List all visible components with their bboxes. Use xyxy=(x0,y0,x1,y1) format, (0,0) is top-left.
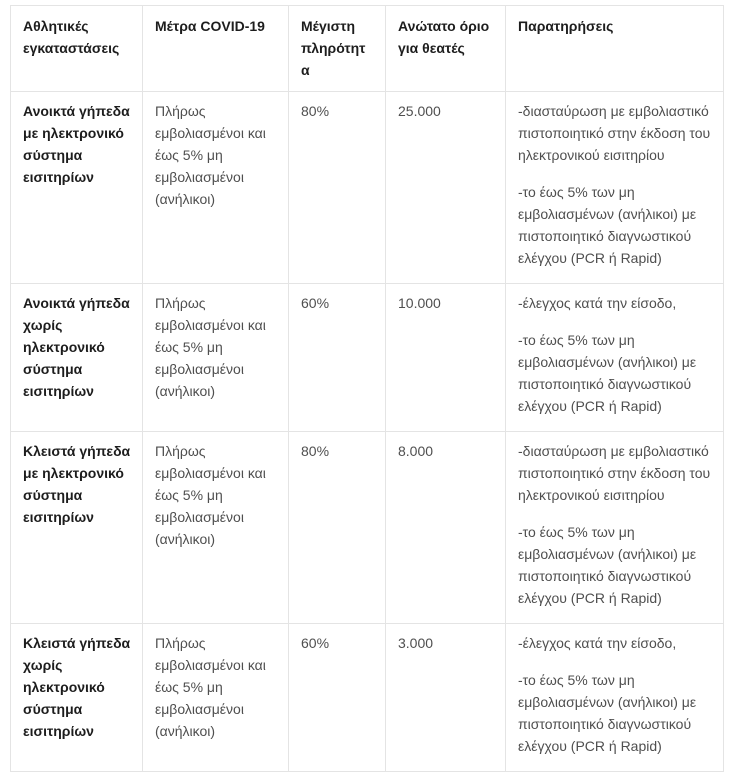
header-cell-facilities: Αθλητικές εγκαταστάσεις xyxy=(11,6,143,92)
measures-cell: Πλήρως εμβολιασμένοι και έως 5% μη εμβολιασμένοι (ανήλικοι) xyxy=(143,624,289,772)
occupancy-cell: 60% xyxy=(289,624,386,772)
header-cell-measures: Μέτρα COVID-19 xyxy=(143,6,289,92)
note-paragraph: -διασταύρωση με εμβολιαστικό πιστοποιητικό στην έκδοση του ηλεκτρονικού εισιτηρίου xyxy=(518,443,711,503)
notes-cell xyxy=(506,92,724,284)
note-paragraph: -έλεγχος κατά την είσοδο, xyxy=(518,295,677,311)
measures-cell: Πλήρως εμβολιασμένοι και έως 5% μη εμβολιασμένοι (ανήλικοι) xyxy=(143,92,289,284)
facility-cell: Κλειστά γήπεδα χωρίς ηλεκτρονικό σύστημα εισιτηρίων xyxy=(11,624,143,772)
notes-cell xyxy=(506,624,724,772)
notes-cell xyxy=(506,432,724,624)
facility-cell: Ανοικτά γήπεδα χωρίς ηλεκτρονικό σύστημα εισιτηρίων xyxy=(11,284,143,432)
occupancy-cell: 80% xyxy=(289,92,386,284)
notes-cell xyxy=(506,284,724,432)
header-cell-occupancy: Μέγιστη πληρότητα xyxy=(289,6,386,92)
note-paragraph: -το έως 5% των μη εμβολιασμένων (ανήλικοι) με πιστοποιητικό διαγνωστικού ελέγχου (PCR ή Rapid) xyxy=(518,332,697,414)
cap-cell: 3.000 xyxy=(386,624,506,772)
header-cell-cap: Ανώτατο όριο για θεατές xyxy=(386,6,506,92)
header-row xyxy=(11,6,724,92)
table-row xyxy=(11,284,724,432)
measures-cell: Πλήρως εμβολιασμένοι και έως 5% μη εμβολιασμένοι (ανήλικοι) xyxy=(143,284,289,432)
table-row xyxy=(11,92,724,284)
note-paragraph: -το έως 5% των μη εμβολιασμένων (ανήλικοι) με πιστοποιητικό διαγνωστικού ελέγχου (PCR ή Rapid) xyxy=(518,184,697,266)
note-paragraph: -έλεγχος κατά την είσοδο, xyxy=(518,635,677,651)
note-paragraph: -διασταύρωση με εμβολιαστικό πιστοποιητικό στην έκδοση του ηλεκτρονικού εισιτηρίου xyxy=(518,103,711,163)
facility-cell: Κλειστά γήπεδα με ηλεκτρονικό σύστημα εισιτηρίων xyxy=(11,432,143,624)
note-paragraph: -το έως 5% των μη εμβολιασμένων (ανήλικοι) με πιστοποιητικό διαγνωστικού ελέγχου (PCR ή Rapid) xyxy=(518,524,697,606)
cap-cell: 8.000 xyxy=(386,432,506,624)
note-paragraph: -το έως 5% των μη εμβολιασμένων (ανήλικοι) με πιστοποιητικό διαγνωστικού ελέγχου (PCR ή Rapid) xyxy=(518,672,697,754)
cap-cell: 10.000 xyxy=(386,284,506,432)
header-cell-notes: Παρατηρήσεις xyxy=(506,6,724,92)
occupancy-cell: 80% xyxy=(289,432,386,624)
occupancy-cell: 60% xyxy=(289,284,386,432)
facility-cell: Ανοικτά γήπεδα με ηλεκτρονικό σύστημα εισιτηρίων xyxy=(11,92,143,284)
covid-measures-table xyxy=(10,5,724,772)
measures-cell: Πλήρως εμβολιασμένοι και έως 5% μη εμβολιασμένοι (ανήλικοι) xyxy=(143,432,289,624)
table-row xyxy=(11,624,724,772)
cap-cell: 25.000 xyxy=(386,92,506,284)
table-row xyxy=(11,432,724,624)
